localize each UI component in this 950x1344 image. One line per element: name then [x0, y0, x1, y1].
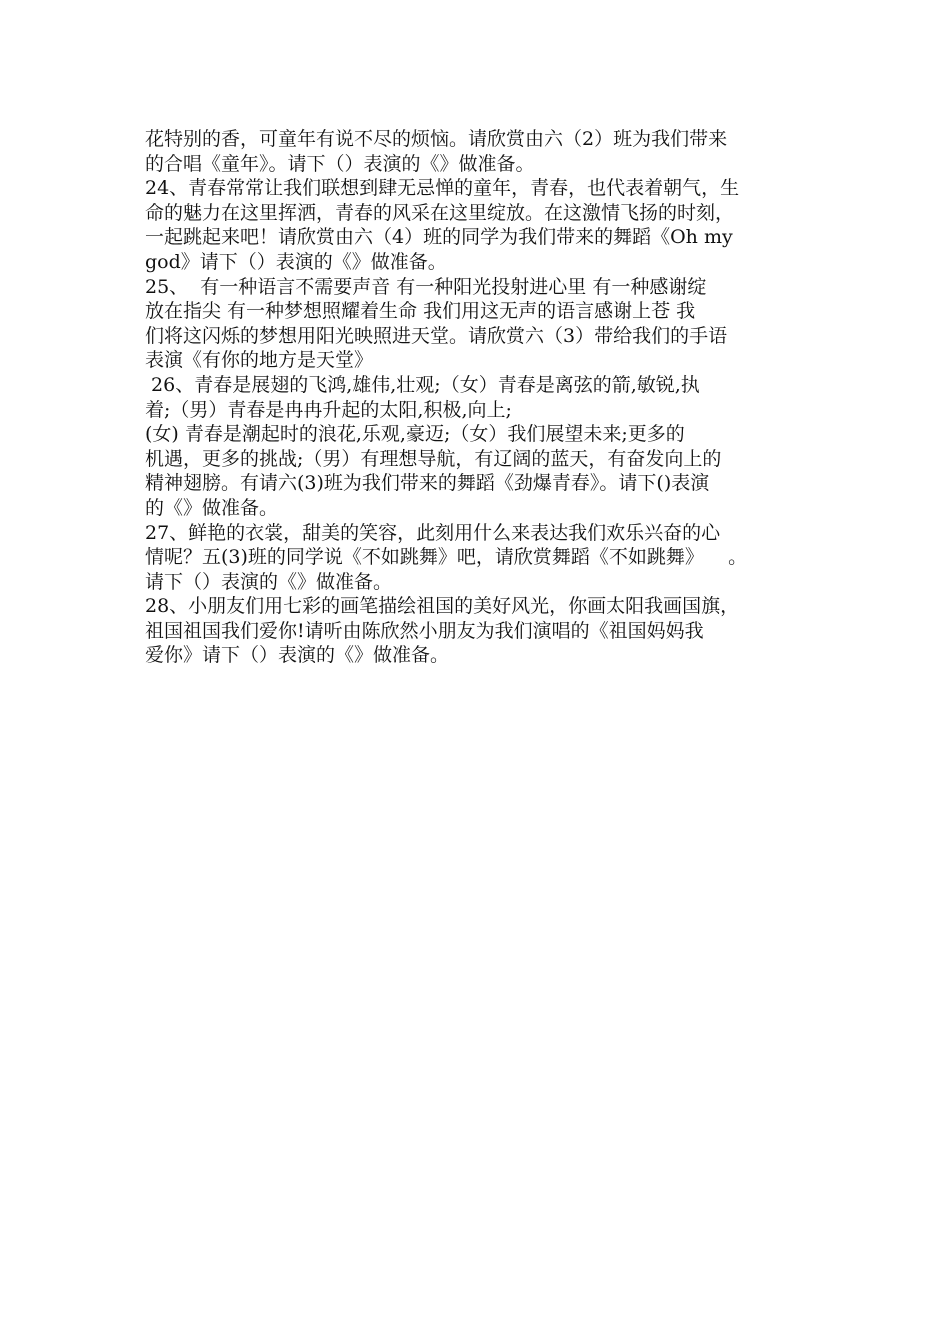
- text-line: 24、青春常常让我们联想到肆无忌惮的童年，青春，也代表着朝气，生: [145, 177, 740, 200]
- text-line: 一起跳起来吧！请欣赏由六（4）班的同学为我们带来的舞蹈《Oh my: [145, 226, 733, 249]
- text-line: 命的魅力在这里挥洒，青春的风采在这里绽放。在这激情飞扬的时刻，: [145, 201, 735, 224]
- text-line: 27、鲜艳的衣裳，甜美的笑容，此刻用什么来表达我们欢乐兴奋的心: [145, 521, 721, 544]
- text-line: god》请下（）表演的《》做准备。: [145, 250, 447, 273]
- text-line: 26、青春是展翅的飞鸿,雄伟,壮观;（女）青春是离弦的箭,敏锐,执: [145, 373, 700, 396]
- text-line: 祖国祖国我们爱你!请听由陈欣然小朋友为我们演唱的《祖国妈妈我: [145, 619, 704, 642]
- text-line: 机遇，更多的挑战;（男）有理想导航，有辽阔的蓝天，有奋发向上的: [145, 447, 722, 470]
- text-line: 请下（）表演的《》做准备。: [145, 570, 393, 593]
- text-line: 放在指尖 有一种梦想照耀着生命 我们用这无声的语言感谢上苍 我: [145, 300, 696, 323]
- text-line: 们将这闪烁的梦想用阳光映照进天堂。请欣赏六（3）带给我们的手语: [145, 324, 728, 347]
- body-text: [145, 127, 825, 668]
- text-line: 爱你》请下（）表演的《》做准备。: [145, 644, 450, 667]
- text-line: 28、小朋友们用七彩的画笔描绘祖国的美好风光，你画太阳我画国旗，: [145, 595, 740, 618]
- text-line: 的《》做准备。: [145, 496, 279, 519]
- text-line: (女) 青春是潮起时的浪花,乐观,豪迈;（女）我们展望未来;更多的: [145, 423, 685, 446]
- text-line: 的合唱《童年》。请下（）表演的《》做准备。: [145, 152, 535, 175]
- text-line: 25、 有一种语言不需要声音 有一种阳光投射进心里 有一种感谢绽: [145, 275, 707, 298]
- text-line: 表演《有你的地方是天堂》: [145, 349, 374, 372]
- text-line: 情呢？五(3)班的同学说《不如跳舞》吧，请欣赏舞蹈《不如跳舞》 。: [145, 546, 748, 569]
- text-line: 着;（男）青春是冉冉升起的太阳,积极,向上;: [145, 398, 512, 421]
- text-line: 花特别的香，可童年有说不尽的烦恼。请欣赏由六（2）班为我们带来: [145, 128, 728, 150]
- text-line: 精神翅膀。有请六(3)班为我们带来的舞蹈《劲爆青春》。请下()表演: [145, 472, 710, 495]
